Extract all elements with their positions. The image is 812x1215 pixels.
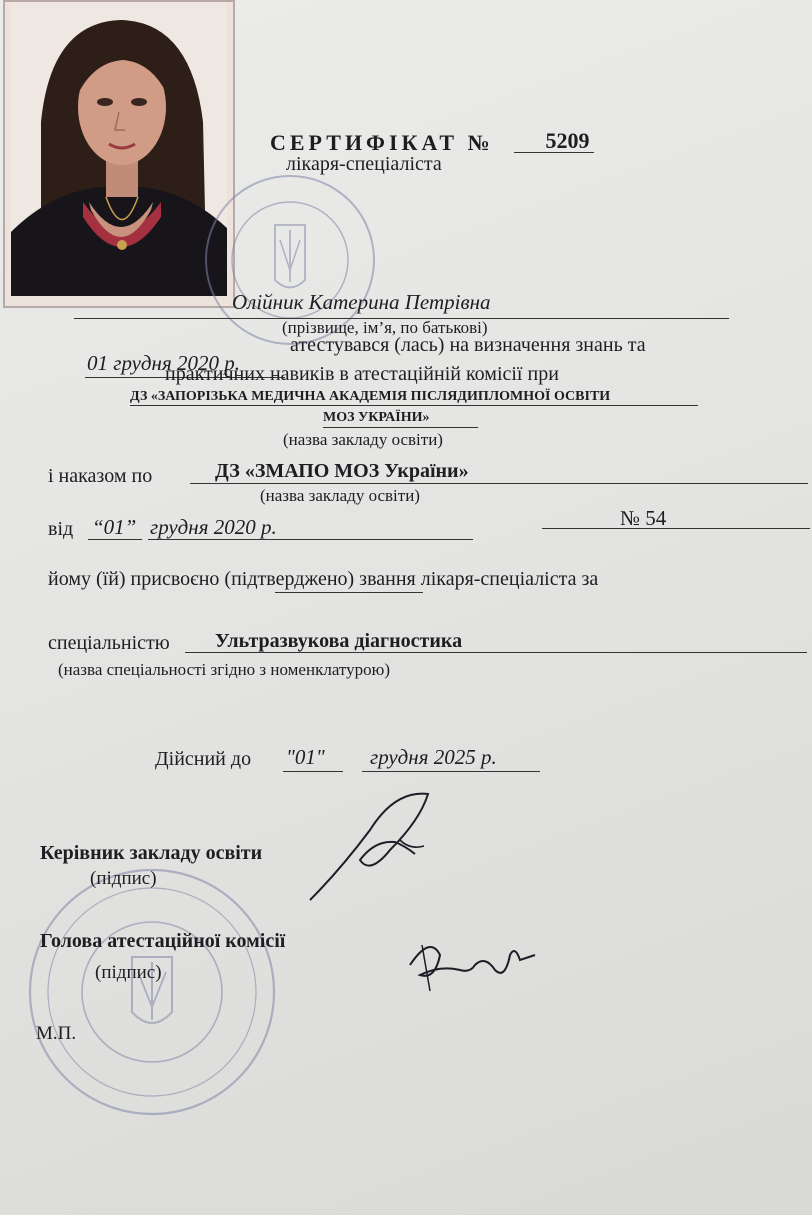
valid-until-label: Дійсний до xyxy=(155,748,252,770)
attested-text-line-2: практичних навиків в атестаційній комісії при xyxy=(165,363,559,385)
order-underline xyxy=(190,483,808,484)
specialty-label: спеціальністю xyxy=(48,632,170,654)
certificate-subtitle: лікаря-спеціаліста xyxy=(286,153,442,175)
order-label: і наказом по xyxy=(48,465,153,487)
order-institution: ДЗ «ЗМАПО МОЗ України» xyxy=(215,460,469,482)
assigned-text: йому (їй) присвоєно (підтверджено) звання лікаря-спеціаліста за xyxy=(48,568,599,590)
head-of-institution-label: Керівник закладу освіти xyxy=(40,842,263,864)
valid-month-year: грудня 2025 р. xyxy=(370,745,497,769)
order-number-underline xyxy=(542,528,810,529)
attestation-date: 01 грудня 2020 р. xyxy=(87,351,240,375)
number-underline xyxy=(514,152,594,153)
specialty-caption: (назва спеціальності згідно з номенклатурою) xyxy=(58,660,390,679)
holder-full-name: Олійник Катерина Петрівна xyxy=(232,290,491,314)
institution-underline-2 xyxy=(323,427,478,428)
institution-line-2: МОЗ УКРАЇНИ» xyxy=(323,410,430,425)
valid-date-underline xyxy=(362,771,540,772)
name-caption: (прізвище, ім’я, по батькові) xyxy=(282,318,488,337)
order-day-underline xyxy=(88,539,142,540)
commission-chair-label: Голова атестаційної комісії xyxy=(40,930,286,952)
specialty-value: Ультразвукова діагностика xyxy=(215,630,463,652)
institution-underline-1 xyxy=(130,405,698,406)
order-month-year: грудня 2020 р. xyxy=(150,515,277,539)
institution-line-1: ДЗ «ЗАПОРІЗЬКА МЕДИЧНА АКАДЕМІЯ ПІСЛЯДИПЛОМНОЇ ОСВІТИ xyxy=(130,389,611,404)
attested-text-line-1: атестувався (лась) на визначення знань та xyxy=(290,334,646,356)
order-date-underline xyxy=(148,539,473,540)
from-label: від xyxy=(48,518,74,540)
commission-signature xyxy=(400,925,550,1005)
head-signature-caption: (підпис) xyxy=(90,868,157,889)
head-signature xyxy=(300,780,450,910)
confirmed-underline xyxy=(275,592,423,593)
commission-signature-caption: (підпис) xyxy=(95,962,162,983)
seal-place-mark: М.П. xyxy=(36,1023,77,1044)
order-day: “01” xyxy=(92,515,137,539)
lower-stamp-seal xyxy=(22,862,282,1122)
certificate-title: СЕРТИФІКАТ № xyxy=(270,130,494,155)
order-caption: (назва закладу освіти) xyxy=(260,486,420,505)
valid-day: "01" xyxy=(286,745,325,769)
specialty-underline xyxy=(185,652,807,653)
order-number: № 54 xyxy=(620,506,667,530)
certificate-number: 5209 xyxy=(545,128,590,153)
institution-caption: (назва закладу освіти) xyxy=(283,430,443,449)
valid-day-underline xyxy=(283,771,343,772)
